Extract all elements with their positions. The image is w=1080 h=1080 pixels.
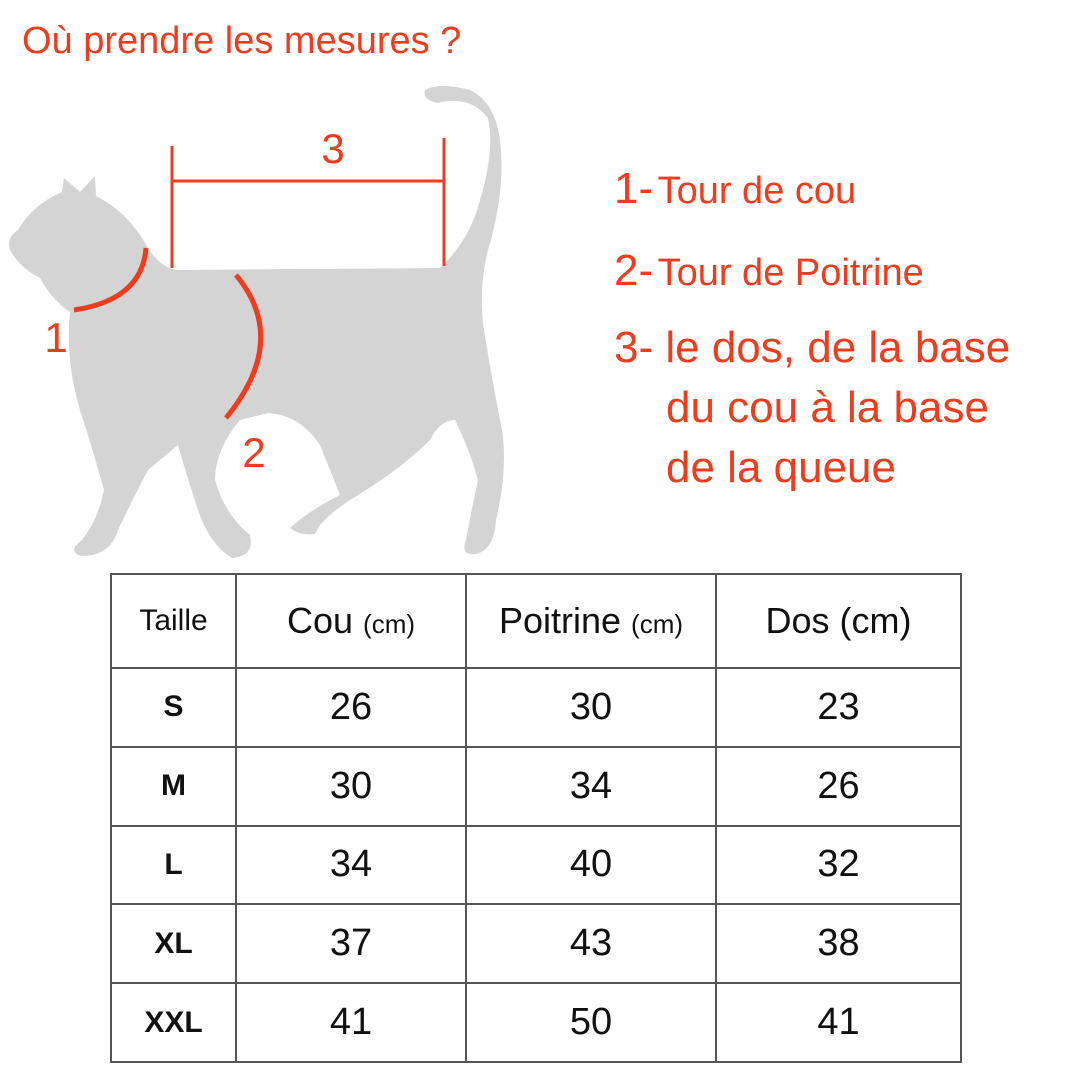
table-header-row bbox=[111, 574, 961, 668]
cell-back: 26 bbox=[716, 747, 961, 826]
table-row bbox=[111, 904, 961, 983]
cell-back: 38 bbox=[716, 904, 961, 983]
label-1: 1 bbox=[44, 314, 68, 361]
cell-chest: 30 bbox=[466, 668, 716, 747]
cell-size: XXL bbox=[111, 983, 236, 1062]
cell-neck: 34 bbox=[236, 826, 466, 905]
legend-neck bbox=[614, 164, 856, 214]
size-chart-table bbox=[110, 573, 962, 1063]
cell-neck: 30 bbox=[236, 747, 466, 826]
cell-chest: 34 bbox=[466, 747, 716, 826]
cell-back: 32 bbox=[716, 826, 961, 905]
cat-measurement-diagram bbox=[0, 0, 620, 570]
cell-back: 23 bbox=[716, 668, 961, 747]
header-size: Taille bbox=[111, 574, 236, 668]
page-title: Où prendre les mesures ? bbox=[22, 20, 462, 62]
cell-size: S bbox=[111, 668, 236, 747]
legend-chest-text: Tour de Poitrine bbox=[657, 252, 924, 294]
table-row bbox=[111, 983, 961, 1062]
cell-chest: 40 bbox=[466, 826, 716, 905]
cell-chest: 43 bbox=[466, 904, 716, 983]
table-row bbox=[111, 668, 961, 747]
cell-size: M bbox=[111, 747, 236, 826]
cell-neck: 37 bbox=[236, 904, 466, 983]
legend-back-number: 3- bbox=[614, 323, 654, 372]
cell-size: XL bbox=[111, 904, 236, 983]
cat-silhouette bbox=[9, 86, 504, 558]
legend-neck-number: 1- bbox=[614, 164, 654, 213]
cell-back: 41 bbox=[716, 983, 961, 1062]
legend-back-line-1: le dos, de la base bbox=[665, 323, 1011, 372]
cell-neck: 26 bbox=[236, 668, 466, 747]
table-row bbox=[111, 826, 961, 905]
header-neck: Cou (cm) bbox=[236, 574, 466, 668]
label-3: 3 bbox=[321, 125, 345, 172]
header-chest: Poitrine (cm) bbox=[466, 574, 716, 668]
legend-chest-number: 2- bbox=[614, 246, 654, 295]
legend-back-line-2: du cou à la base bbox=[666, 383, 989, 432]
header-back: Dos (cm) bbox=[716, 574, 961, 668]
legend-back bbox=[614, 318, 1010, 498]
cell-neck: 41 bbox=[236, 983, 466, 1062]
table-row bbox=[111, 747, 961, 826]
legend-chest bbox=[614, 246, 924, 296]
label-2: 2 bbox=[242, 429, 266, 476]
legend-neck-text: Tour de cou bbox=[657, 170, 857, 212]
cell-chest: 50 bbox=[466, 983, 716, 1062]
legend-back-line-3: de la queue bbox=[666, 443, 896, 492]
cell-size: L bbox=[111, 826, 236, 905]
